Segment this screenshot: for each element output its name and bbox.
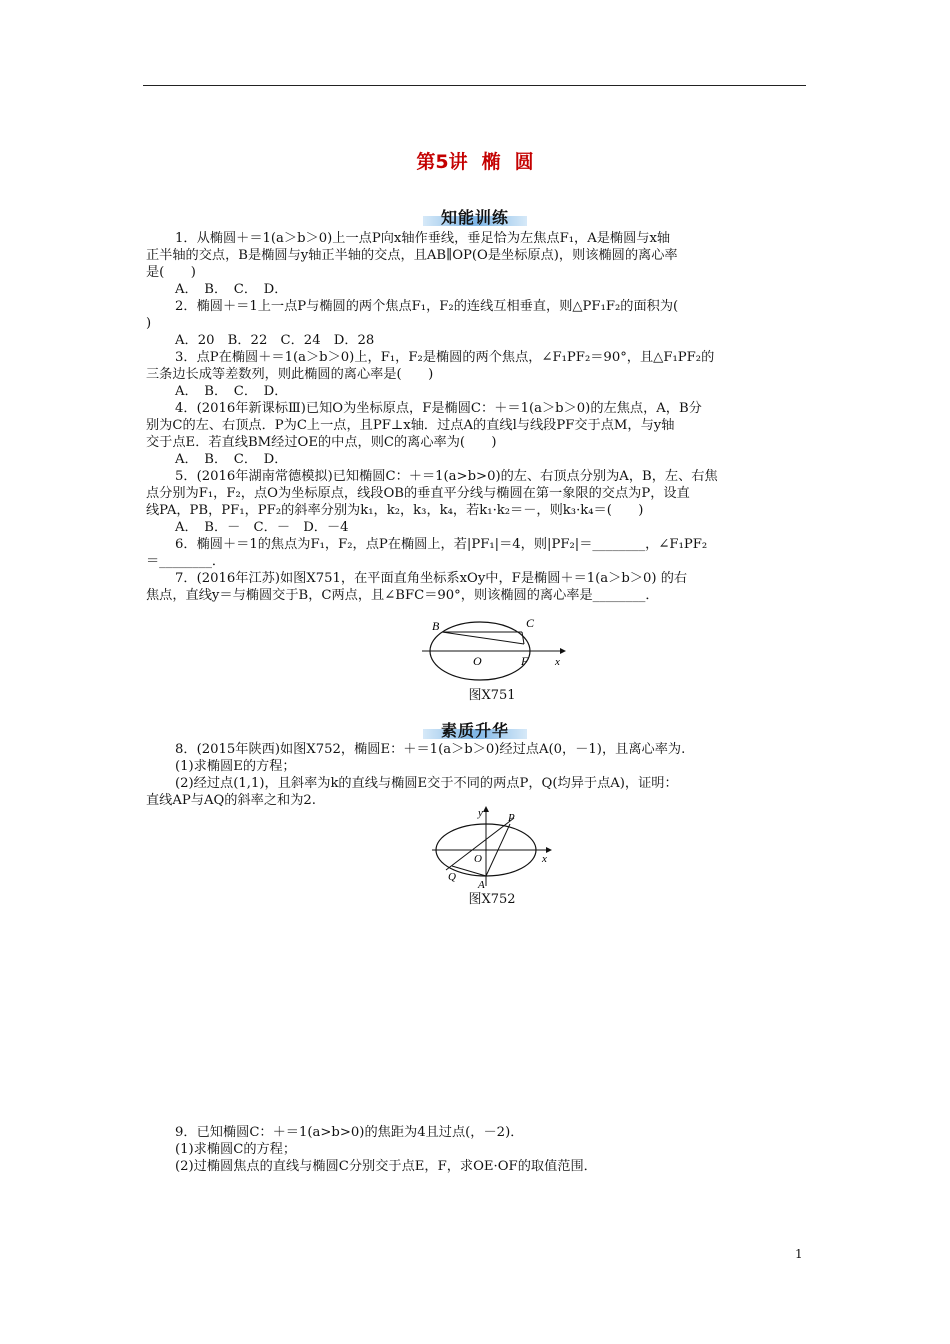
q1-line: 是( ) [146,265,196,280]
title-char-1: 椭 [481,151,501,173]
figure-x752 [428,800,558,890]
segment-cf [522,632,524,644]
figure-x751-caption: 图X751 [468,688,516,703]
label-x: x [555,656,560,668]
title-lecture: 第5讲 [416,151,468,173]
question-3 [146,349,808,400]
q9-line: (1)求椭圆C的方程； [175,1142,297,1157]
q1-options: A． B． C． D． [175,282,288,297]
label-f: F [521,654,529,668]
label-b: B [432,619,440,633]
segment-bf [442,632,524,644]
q4-line: 4．(2016年新课标Ⅲ)已知O为坐标原点，F是椭圆C：＋＝1(a＞b＞0)的左焦点，A，B分 [175,401,702,416]
q7-line: 焦点，直线y＝与椭圆交于B，C两点，且∠BFC＝90°，则该椭圆的离心率是________． [146,588,659,603]
q3-line: 3．点P在椭圆＋＝1(a＞b＞0)上，F₁，F₂是椭圆的两个焦点，∠F₁PF₂＝90°，且△F₁PF₂的 [175,350,715,365]
header-rule [143,85,806,86]
q5-line: 线PA，PB，PF₁，PF₂的斜率分别为k₁，k₂，k₃，k₄，若k₁·k₂＝－，则k₃·k₄＝( ) [146,503,644,518]
q3-options: A． B． C． D． [175,384,288,399]
label-p: P [508,812,515,824]
q2-line: 2．椭圆＋＝1上一点P与椭圆的两个焦点F₁，F₂的连线互相垂直，则△PF₁F₂的面积为( [175,299,679,314]
y-axis-arrow [483,806,489,812]
q1-line: 正半轴的交点，B是椭圆与y轴正半轴的交点，且AB∥OP(O是坐标原点)，则该椭圆的离心率 [146,248,678,263]
section-title-advanced: 素质升华 [440,721,509,740]
q8-line: 8．(2015年陕西)如图X752，椭圆E：＋＝1(a＞b＞0)经过点A(0，－1)，且离心率为. [175,742,686,757]
question-9 [146,1124,808,1175]
section-banner-practice [423,205,527,226]
q5-line: 5．(2016年湖南常德模拟)已知椭圆C：＋＝1(a>b>0)的左、右顶点分别为A，B，左、右焦 [175,469,718,484]
q6-line: 6．椭圆＋＝1的焦点为F₁，F₂，点P在椭圆上，若|PF₁|＝4，则|PF₂|＝________，∠F₁PF₂ [175,537,708,552]
q1-line: 1．从椭圆＋＝1(a＞b＞0)上一点P向x轴作垂线，垂足恰为左焦点F₁，A是椭圆与x轴 [175,231,671,246]
question-5 [146,468,808,536]
question-2 [146,298,808,349]
x-axis-arrow [546,847,552,853]
q5-options: A． B．－ C．－ D．－4 [175,520,349,535]
label-x: x [542,853,547,865]
q2-line: ) [146,316,152,331]
label-c: C [526,616,535,630]
q4-options: A． B． C． D． [175,452,288,467]
figure-x752-caption: 图X752 [468,892,516,907]
question-8 [146,741,808,809]
q3-line: 三条边长成等差数列，则此椭圆的离心率是( ) [146,367,434,382]
q2-options: A．20 B．22 C．24 D．28 [175,333,375,348]
label-y: y [478,807,483,819]
figure-x751 [420,610,570,685]
q9-line: 9．已知椭圆C：＋＝1(a>b>0)的焦距为4且过点(，－2)． [175,1125,524,1140]
section-title-practice: 知能训练 [440,208,509,227]
question-4 [146,400,808,468]
q4-line: 交于点E．若直线BM经过OE的中点，则C的离心率为( ) [146,435,497,450]
title-char-2: 圆 [514,151,534,173]
question-7 [146,570,808,604]
q8-line: (1)求椭圆E的方程； [175,759,296,774]
label-o: O [474,853,482,865]
question-1 [146,230,808,298]
question-6 [146,536,808,570]
q8-line: (2)经过点(1,1)，且斜率为k的直线与椭圆E交于不同的两点P，Q(均异于点A)，证明： [175,776,678,791]
page-title [0,147,950,174]
label-o: O [473,654,482,668]
x-axis-arrow [560,648,566,654]
page-number: 1 [795,1247,803,1261]
q5-line: 点分别为F₁，F₂，点O为坐标原点，线段OB的垂直平分线与椭圆在第一象限的交点为P，设直 [146,486,690,501]
q8-line: 直线AP与AQ的斜率之和为2. [146,793,317,808]
q9-line: (2)过椭圆焦点的直线与椭圆C分别交于点E，F，求OE·OF的取值范围． [175,1159,597,1174]
label-q: Q [448,871,456,883]
q4-line: 别为C的左、右顶点．P为C上一点，且PF⊥x轴．过点A的直线l与线段PF交于点M，与y轴 [146,418,675,433]
q6-line: ＝________． [146,554,226,569]
q7-line: 7．(2016年江苏)如图X751，在平面直角坐标系xOy中，F是椭圆＋＝1(a＞b＞0) 的右 [175,571,688,586]
label-a: A [478,879,485,890]
section-banner-advanced [423,718,527,739]
